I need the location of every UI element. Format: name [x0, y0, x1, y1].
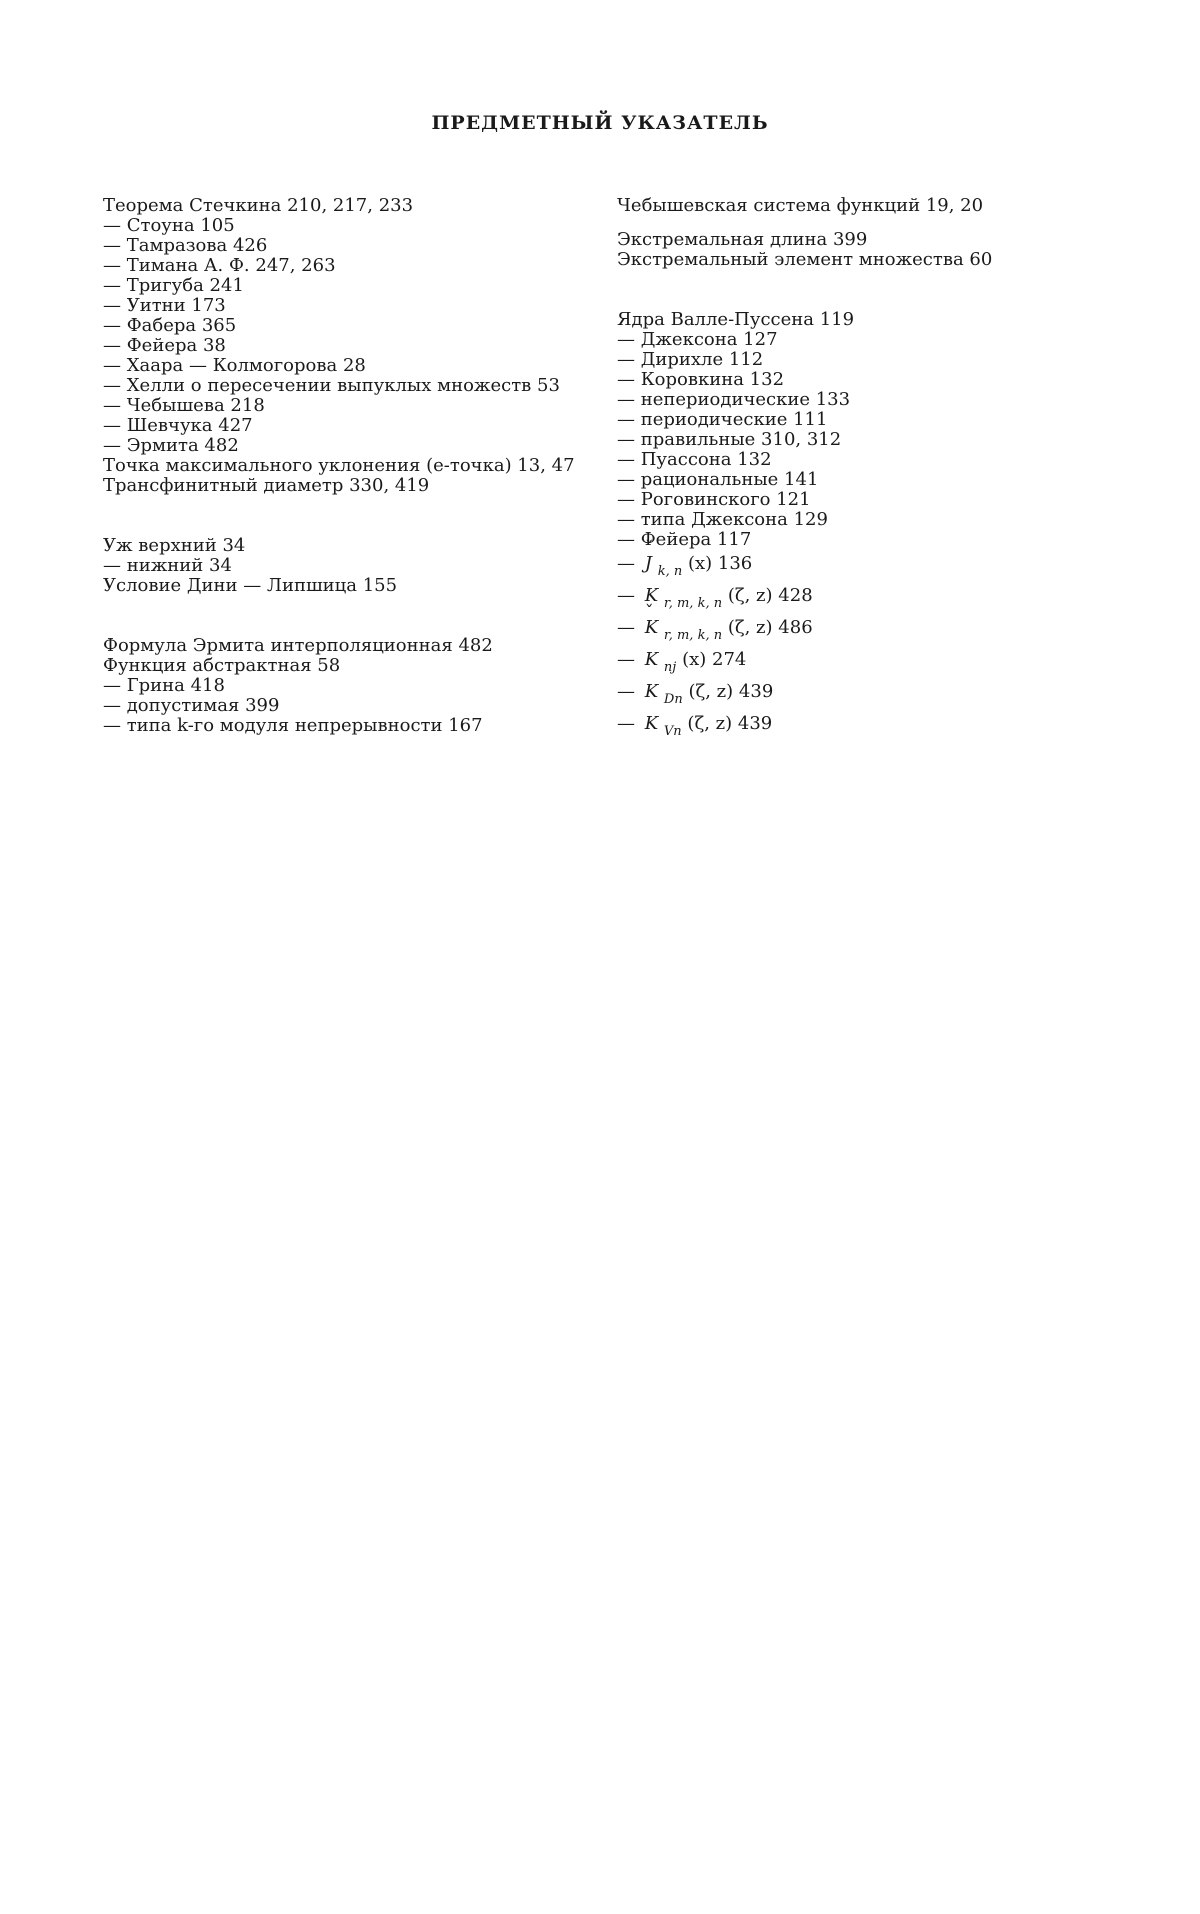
math-subscript: r, m, k, n [663, 628, 723, 643]
page-number: 136 [717, 553, 753, 574]
index-entry: — рациональные 141 [617, 469, 819, 490]
index-entry: Функция абстрактная 58 [103, 655, 341, 676]
index-entry: Экстремальный элемент множества 60 [617, 249, 993, 270]
math-index-entry [617, 586, 1037, 614]
index-entry: — Роговинского 121 [617, 489, 811, 510]
index-entry: — Стоуна 105 [103, 215, 235, 236]
page-number: 428 [778, 585, 813, 606]
index-entry: — Шевчука 427 [103, 415, 253, 436]
math-subscript: nj [663, 660, 677, 675]
index-entry: — Тимана А. Ф. 247, 263 [103, 255, 336, 276]
math-args: (x) [682, 649, 707, 670]
index-entry: Теорема Стечкина 210, 217, 233 [103, 195, 414, 216]
index-entry: — допустимая 399 [103, 695, 280, 716]
math-args: (ζ, z) [688, 681, 734, 702]
math-symbol: K [644, 681, 659, 702]
entry-dash: — [617, 649, 635, 670]
index-entry: — правильные 310, 312 [617, 429, 842, 450]
index-entry: — Джексона 127 [617, 329, 778, 350]
index-entry: — Пуассона 132 [617, 449, 772, 470]
page-number: 486 [778, 617, 813, 638]
index-entry: — Чебышева 218 [103, 395, 265, 416]
math-symbol: K [644, 649, 659, 670]
index-entry: — Коровкина 132 [617, 369, 785, 390]
page-number: 439 [737, 713, 773, 734]
section-gap [103, 496, 581, 536]
index-entry: Чебышевская система функций 19, 20 [617, 195, 984, 216]
index-left-column [103, 196, 581, 736]
page-number: 439 [738, 681, 774, 702]
index-entry: — Эрмита 482 [103, 435, 239, 456]
math-index-entry [617, 714, 1037, 742]
index-entry: Ядра Валле-Пуссена 119 [617, 309, 855, 330]
index-entry: Трансфинитный диаметр 330, 419 [103, 475, 430, 496]
math-symbol: K [644, 713, 659, 734]
math-index-entry [617, 650, 1037, 678]
index-entry: — Тригуба 241 [103, 275, 244, 296]
index-entry: — Грина 418 [103, 675, 225, 696]
math-subscript: Dn [663, 692, 683, 707]
page-title: ПРЕДМЕТНЫЙ УКАЗАТЕЛЬ [431, 112, 769, 134]
index-entry: — типа k-го модуля непрерывности 167 [103, 715, 483, 736]
index-entry: — Фабера 365 [103, 315, 237, 336]
index-entry: — Фейера 117 [617, 529, 752, 550]
math-subscript: Vn [663, 724, 682, 739]
math-index-entry [617, 554, 1037, 582]
index-entry: Формула Эрмита интерполяционная 482 [103, 635, 493, 656]
index-entry: — Дирихле 112 [617, 349, 764, 370]
index-entry: — Уитни 173 [103, 295, 226, 316]
index-entry: Экстремальная длина 399 [617, 229, 868, 250]
index-entry: Уж верхний 34 [103, 535, 246, 556]
index-entry: — Фейера 38 [103, 335, 226, 356]
math-index-entry [617, 682, 1037, 710]
math-args: (ζ, z) [727, 585, 773, 606]
index-right-column [617, 196, 1037, 746]
index-entry: — Тамразова 426 [103, 235, 268, 256]
entry-dash: — [617, 553, 635, 574]
math-symbol: ˇ J [645, 553, 652, 574]
section-gap [617, 216, 1037, 230]
entry-dash: — [617, 617, 635, 638]
index-entry: — типа Джексона 129 [617, 509, 828, 530]
math-args: (x) [687, 553, 713, 574]
index-entry: — Хелли о пересечении выпуклых множеств 53 [103, 375, 560, 396]
entry-dash: — [617, 713, 635, 734]
page-number: 274 [712, 649, 747, 670]
index-entry: — непериодические 133 [617, 389, 851, 410]
section-gap [103, 596, 581, 636]
entry-dash: — [617, 681, 635, 702]
index-entry: Точка максимального уклонения (e-точка) 13, 47 [103, 455, 575, 476]
entry-dash: — [617, 585, 635, 606]
index-entry: — Хаара — Колмогорова 28 [103, 355, 366, 376]
math-index-entry [617, 618, 1037, 646]
math-subscript: k, n [657, 564, 683, 579]
index-entry: — нижний 34 [103, 555, 232, 576]
math-subscript: r, m, k, n [663, 596, 723, 611]
section-gap [617, 270, 1037, 310]
index-entry: Условие Дини — Липшица 155 [103, 575, 398, 596]
math-symbol: K [644, 585, 659, 606]
math-args: (ζ, z) [687, 713, 733, 734]
index-entry: — периодические 111 [617, 409, 828, 430]
math-args: (ζ, z) [727, 617, 773, 638]
math-symbol: ˇ K [645, 617, 658, 638]
